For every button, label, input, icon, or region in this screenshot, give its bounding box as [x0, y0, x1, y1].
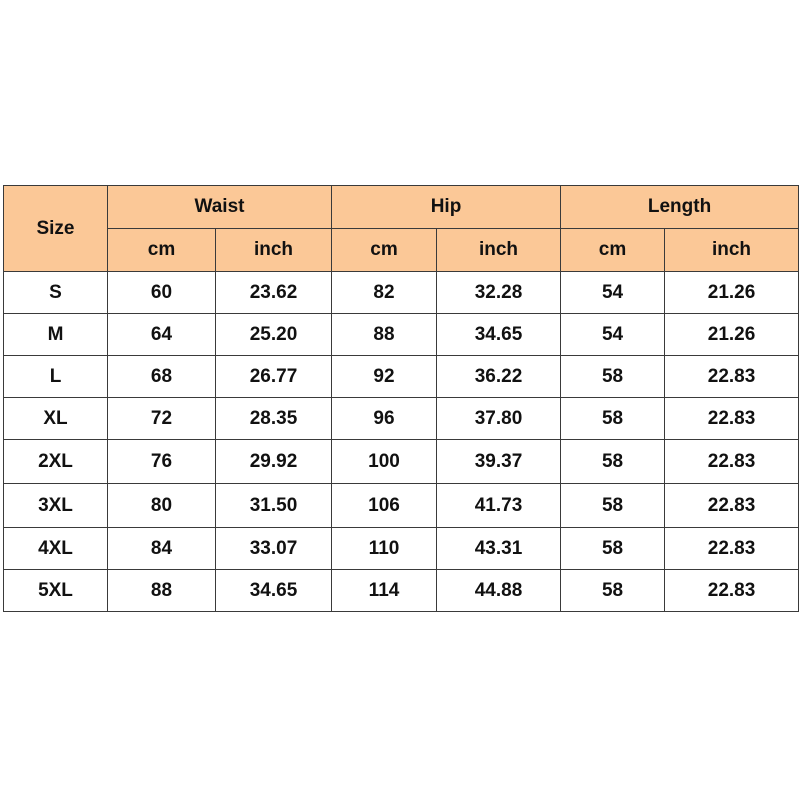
- measurement-cell: 22.83: [665, 356, 799, 398]
- header-unit: cm: [332, 229, 437, 272]
- header-unit: inch: [216, 229, 332, 272]
- size-cell: L: [4, 356, 108, 398]
- measurement-cell: 34.65: [216, 570, 332, 612]
- measurement-cell: 44.88: [437, 570, 561, 612]
- table-row: [4, 356, 799, 398]
- measurement-cell: 76: [108, 440, 216, 484]
- measurement-cell: 36.22: [437, 356, 561, 398]
- table-row: [4, 570, 799, 612]
- measurement-cell: 88: [332, 314, 437, 356]
- measurement-cell: 58: [561, 440, 665, 484]
- table-row: [4, 528, 799, 570]
- header-unit: cm: [561, 229, 665, 272]
- size-chart-table: [3, 185, 799, 612]
- table-row: [4, 314, 799, 356]
- measurement-cell: 110: [332, 528, 437, 570]
- measurement-cell: 31.50: [216, 484, 332, 528]
- measurement-cell: 72: [108, 398, 216, 440]
- measurement-cell: 92: [332, 356, 437, 398]
- size-cell: 5XL: [4, 570, 108, 612]
- measurement-cell: 54: [561, 272, 665, 314]
- size-cell: 2XL: [4, 440, 108, 484]
- measurement-cell: 80: [108, 484, 216, 528]
- table-row: [4, 272, 799, 314]
- table-row: [4, 484, 799, 528]
- measurement-cell: 96: [332, 398, 437, 440]
- measurement-cell: 64: [108, 314, 216, 356]
- size-cell: M: [4, 314, 108, 356]
- measurement-cell: 54: [561, 314, 665, 356]
- measurement-cell: 88: [108, 570, 216, 612]
- measurement-cell: 41.73: [437, 484, 561, 528]
- size-cell: XL: [4, 398, 108, 440]
- header-length: Length: [561, 186, 799, 229]
- table-body: [4, 272, 799, 612]
- measurement-cell: 58: [561, 570, 665, 612]
- measurement-cell: 37.80: [437, 398, 561, 440]
- header-unit: inch: [665, 229, 799, 272]
- measurement-cell: 58: [561, 484, 665, 528]
- header-unit: inch: [437, 229, 561, 272]
- header-waist: Waist: [108, 186, 332, 229]
- table-row: [4, 440, 799, 484]
- measurement-cell: 28.35: [216, 398, 332, 440]
- measurement-cell: 21.26: [665, 314, 799, 356]
- measurement-cell: 60: [108, 272, 216, 314]
- measurement-cell: 25.20: [216, 314, 332, 356]
- measurement-cell: 29.92: [216, 440, 332, 484]
- size-cell: 3XL: [4, 484, 108, 528]
- measurement-cell: 58: [561, 356, 665, 398]
- table-row: [4, 398, 799, 440]
- header-unit: cm: [108, 229, 216, 272]
- measurement-cell: 33.07: [216, 528, 332, 570]
- measurement-cell: 82: [332, 272, 437, 314]
- header-row-groups: [4, 186, 799, 229]
- measurement-cell: 68: [108, 356, 216, 398]
- measurement-cell: 22.83: [665, 528, 799, 570]
- header-hip: Hip: [332, 186, 561, 229]
- measurement-cell: 22.83: [665, 570, 799, 612]
- size-cell: 4XL: [4, 528, 108, 570]
- measurement-cell: 39.37: [437, 440, 561, 484]
- measurement-cell: 23.62: [216, 272, 332, 314]
- measurement-cell: 114: [332, 570, 437, 612]
- size-cell: S: [4, 272, 108, 314]
- measurement-cell: 22.83: [665, 398, 799, 440]
- measurement-cell: 34.65: [437, 314, 561, 356]
- measurement-cell: 21.26: [665, 272, 799, 314]
- measurement-cell: 26.77: [216, 356, 332, 398]
- header-row-units: [4, 229, 799, 272]
- measurement-cell: 43.31: [437, 528, 561, 570]
- measurement-cell: 84: [108, 528, 216, 570]
- header-size: Size: [4, 186, 108, 272]
- measurement-cell: 32.28: [437, 272, 561, 314]
- measurement-cell: 22.83: [665, 484, 799, 528]
- measurement-cell: 58: [561, 528, 665, 570]
- measurement-cell: 106: [332, 484, 437, 528]
- measurement-cell: 100: [332, 440, 437, 484]
- measurement-cell: 58: [561, 398, 665, 440]
- measurement-cell: 22.83: [665, 440, 799, 484]
